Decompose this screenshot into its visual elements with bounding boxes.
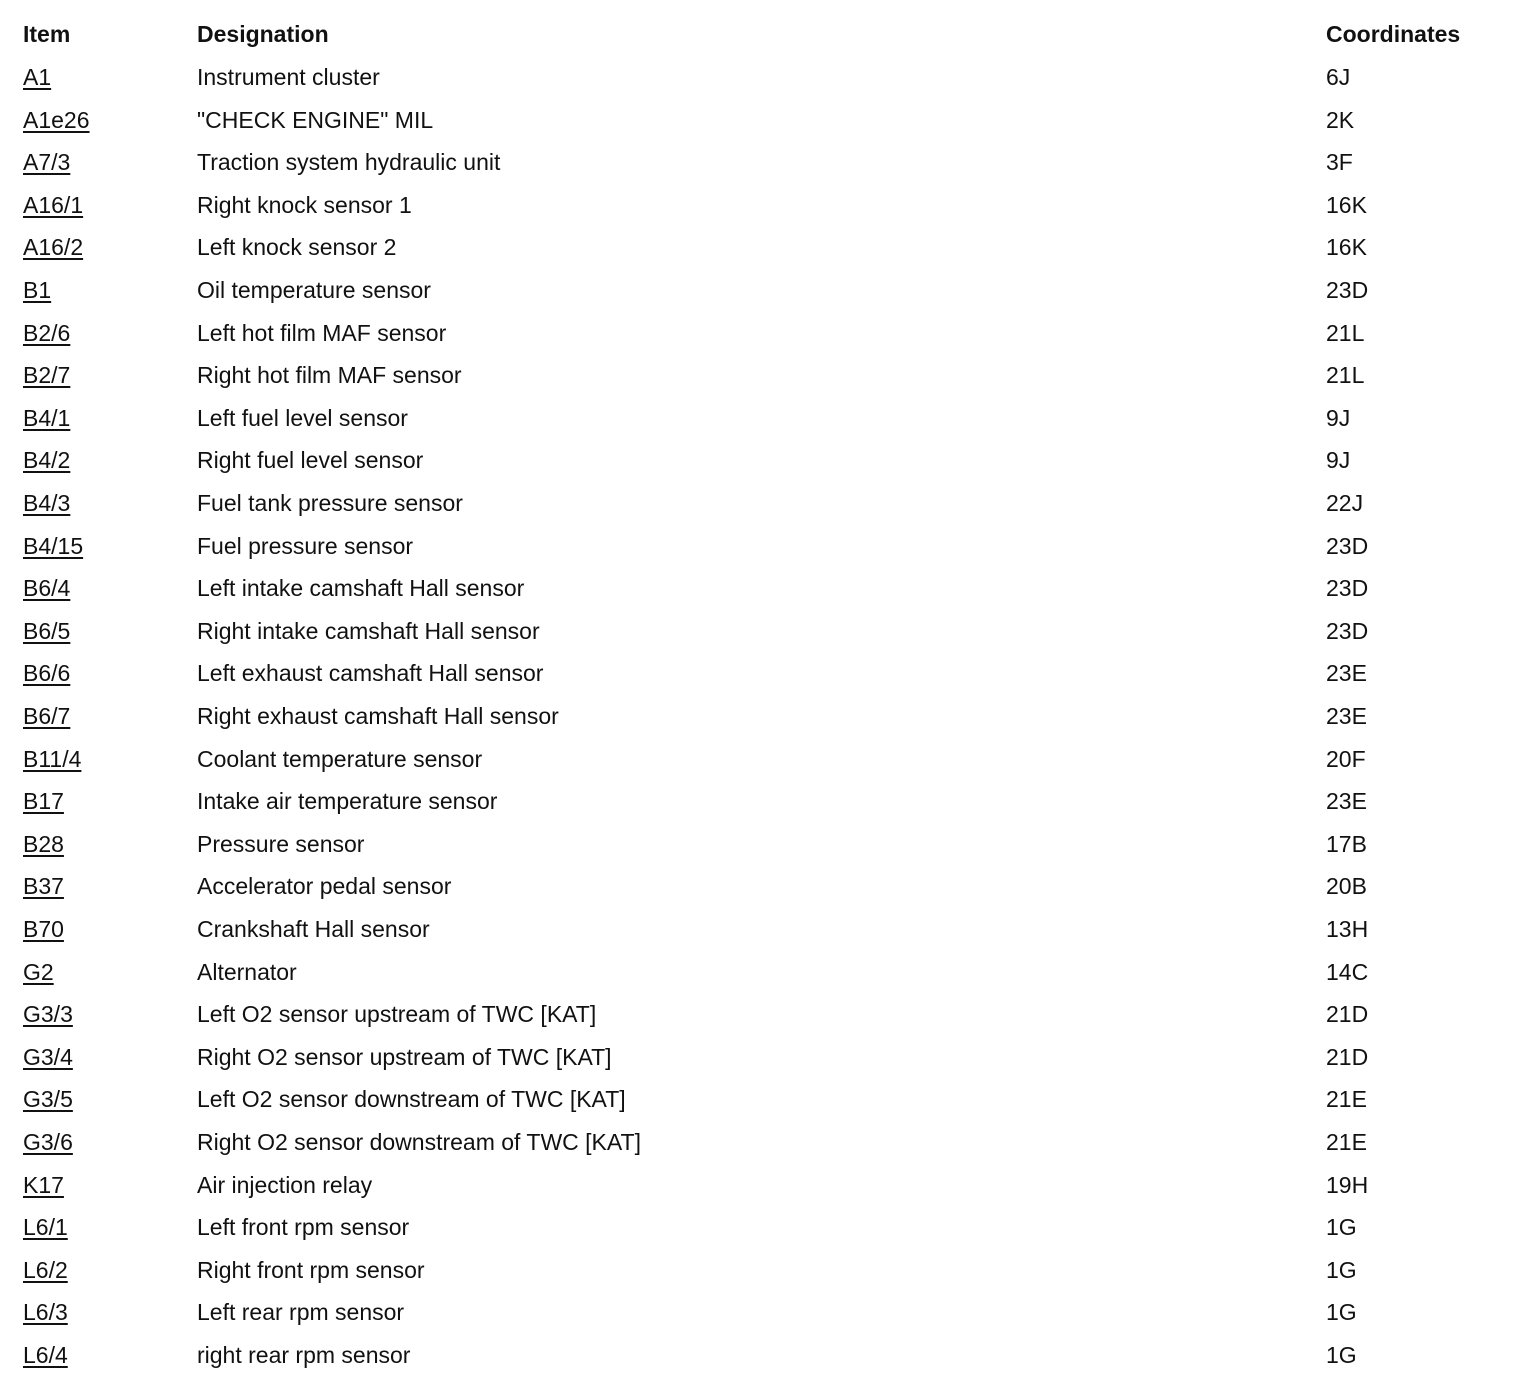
- designation-cell: Accelerator pedal sensor: [197, 873, 452, 900]
- item-link[interactable]: B4/1: [23, 404, 71, 431]
- table-row: [0, 780, 1520, 822]
- coordinates-cell: 23E: [1326, 660, 1367, 687]
- coordinates-cell: 21E: [1326, 1086, 1367, 1113]
- table-row: [0, 1036, 1520, 1078]
- item-link[interactable]: B4/15: [23, 532, 84, 559]
- header-item: Item: [23, 21, 71, 47]
- table-row: [0, 695, 1520, 737]
- designation-cell: Alternator: [197, 958, 297, 985]
- coordinates-cell: 21D: [1326, 1043, 1369, 1070]
- designation-cell: "CHECK ENGINE" MIL: [197, 106, 434, 133]
- designation-cell: right rear rpm sensor: [197, 1342, 411, 1368]
- table-row: [0, 482, 1520, 524]
- coordinates-cell: 21L: [1326, 362, 1365, 389]
- item-link[interactable]: B2/6: [23, 319, 71, 346]
- designation-cell: Right O2 sensor upstream of TWC [KAT]: [197, 1043, 612, 1070]
- item-link[interactable]: K17: [23, 1171, 64, 1198]
- table-row: [0, 141, 1520, 183]
- table-row: [0, 652, 1520, 694]
- table-row: [0, 1249, 1520, 1291]
- table-row: [0, 865, 1520, 907]
- table-row: [0, 269, 1520, 311]
- designation-cell: Left intake camshaft Hall sensor: [197, 575, 525, 602]
- coordinates-cell: 3F: [1326, 149, 1353, 176]
- item-link[interactable]: B11/4: [23, 745, 82, 772]
- item-link[interactable]: L6/2: [23, 1256, 68, 1283]
- table-row: [0, 1291, 1520, 1333]
- table-row: [0, 1121, 1520, 1163]
- item-link[interactable]: B6/4: [23, 575, 71, 602]
- coordinates-cell: 16K: [1326, 191, 1367, 218]
- item-link[interactable]: L6/3: [23, 1299, 68, 1326]
- item-link[interactable]: A16/1: [23, 191, 84, 218]
- coordinates-cell: 20F: [1326, 745, 1366, 772]
- designation-cell: Fuel tank pressure sensor: [197, 490, 463, 516]
- table-row: [0, 610, 1520, 652]
- coordinates-cell: 9J: [1326, 447, 1351, 474]
- coordinates-cell: 1G: [1326, 1342, 1357, 1368]
- designation-cell: Right hot film MAF sensor: [197, 362, 462, 389]
- coordinates-cell: 19H: [1326, 1171, 1369, 1198]
- coordinates-cell: 14C: [1326, 958, 1369, 985]
- designation-cell: Right exhaust camshaft Hall sensor: [197, 703, 559, 729]
- table-row: [0, 312, 1520, 354]
- item-link[interactable]: A16/2: [23, 234, 84, 261]
- table-row: [0, 354, 1520, 396]
- table-row: [0, 184, 1520, 226]
- item-link[interactable]: B6/5: [23, 617, 71, 644]
- item-link[interactable]: A1e26: [23, 106, 90, 133]
- designation-cell: Crankshaft Hall sensor: [197, 916, 430, 942]
- header-designation: Designation: [197, 21, 329, 47]
- table-row: [0, 525, 1520, 567]
- coordinates-cell: 20B: [1326, 873, 1367, 900]
- designation-cell: Air injection relay: [197, 1171, 373, 1198]
- coordinates-cell: 23D: [1326, 575, 1369, 602]
- coordinates-cell: 17B: [1326, 830, 1367, 857]
- table-row: [0, 1206, 1520, 1248]
- table-row: [0, 738, 1520, 780]
- coordinates-cell: 21E: [1326, 1129, 1367, 1155]
- designation-cell: Fuel pressure sensor: [197, 532, 414, 559]
- designation-cell: Left exhaust camshaft Hall sensor: [197, 660, 544, 687]
- item-link[interactable]: B37: [23, 873, 64, 900]
- designation-cell: Left fuel level sensor: [197, 404, 408, 431]
- item-link[interactable]: B1: [23, 277, 52, 303]
- item-link[interactable]: B28: [23, 830, 64, 857]
- item-link[interactable]: G3/5: [23, 1086, 73, 1113]
- table-row: [0, 823, 1520, 865]
- designation-cell: Left O2 sensor downstream of TWC [KAT]: [197, 1086, 626, 1113]
- coordinates-cell: 1G: [1326, 1256, 1357, 1283]
- item-link[interactable]: L6/4: [23, 1342, 68, 1368]
- item-link[interactable]: B2/7: [23, 362, 71, 389]
- coordinates-cell: 23D: [1326, 617, 1369, 644]
- designation-cell: Instrument cluster: [197, 64, 380, 90]
- designation-cell: Traction system hydraulic unit: [197, 149, 501, 176]
- designation-cell: Intake air temperature sensor: [197, 788, 498, 815]
- table-row: [0, 226, 1520, 268]
- item-link[interactable]: B6/6: [23, 660, 71, 687]
- designation-cell: Left front rpm sensor: [197, 1214, 410, 1241]
- designation-cell: Left knock sensor 2: [197, 234, 397, 261]
- designation-cell: Left O2 sensor upstream of TWC [KAT]: [197, 1001, 597, 1028]
- table-header-row: [0, 13, 1520, 55]
- coordinates-cell: 21L: [1326, 319, 1365, 346]
- coordinates-cell: 21D: [1326, 1001, 1369, 1028]
- table-row: [0, 908, 1520, 950]
- coordinates-cell: 22J: [1326, 490, 1364, 516]
- coordinates-cell: 1G: [1326, 1214, 1357, 1241]
- table-row: [0, 1078, 1520, 1120]
- designation-cell: Coolant temperature sensor: [197, 745, 483, 772]
- coordinates-cell: 23E: [1326, 703, 1367, 729]
- coordinates-cell: 6J: [1326, 64, 1351, 90]
- coordinates-cell: 2K: [1326, 106, 1355, 133]
- item-link[interactable]: B17: [23, 788, 64, 815]
- item-link[interactable]: G2: [23, 958, 54, 985]
- item-link[interactable]: B4/2: [23, 447, 71, 474]
- item-link[interactable]: A7/3: [23, 149, 71, 176]
- designation-cell: Left hot film MAF sensor: [197, 319, 447, 346]
- coordinates-cell: 16K: [1326, 234, 1367, 261]
- coordinates-cell: 23D: [1326, 532, 1369, 559]
- table-row: [0, 1334, 1520, 1376]
- item-link[interactable]: B6/7: [23, 703, 71, 729]
- table-row: [0, 1164, 1520, 1206]
- designation-cell: Right intake camshaft Hall sensor: [197, 617, 540, 644]
- item-link[interactable]: B4/3: [23, 490, 71, 516]
- table-row: [0, 99, 1520, 141]
- coordinates-cell: 13H: [1326, 916, 1369, 942]
- table-row: [0, 951, 1520, 993]
- table-row: [0, 439, 1520, 481]
- coordinates-cell: 9J: [1326, 404, 1351, 431]
- coordinates-cell: 23E: [1326, 788, 1367, 815]
- item-link[interactable]: A1: [23, 64, 52, 90]
- item-link[interactable]: G3/6: [23, 1129, 73, 1155]
- item-link[interactable]: G3/4: [23, 1043, 73, 1070]
- item-link[interactable]: L6/1: [23, 1214, 68, 1241]
- designation-cell: Right knock sensor 1: [197, 191, 412, 218]
- table-row: [0, 397, 1520, 439]
- coordinates-cell: 23D: [1326, 277, 1369, 303]
- table-row: [0, 993, 1520, 1035]
- table-row: [0, 567, 1520, 609]
- designation-cell: Right front rpm sensor: [197, 1256, 425, 1283]
- designation-cell: Right fuel level sensor: [197, 447, 424, 474]
- designation-cell: Pressure sensor: [197, 830, 365, 857]
- designation-cell: Left rear rpm sensor: [197, 1299, 405, 1326]
- designation-cell: Oil temperature sensor: [197, 277, 431, 303]
- item-link[interactable]: B70: [23, 916, 64, 942]
- coordinates-cell: 1G: [1326, 1299, 1357, 1326]
- designation-cell: Right O2 sensor downstream of TWC [KAT]: [197, 1129, 641, 1155]
- header-coordinates: Coordinates: [1326, 21, 1461, 47]
- table-row: [0, 56, 1520, 98]
- item-link[interactable]: G3/3: [23, 1001, 73, 1028]
